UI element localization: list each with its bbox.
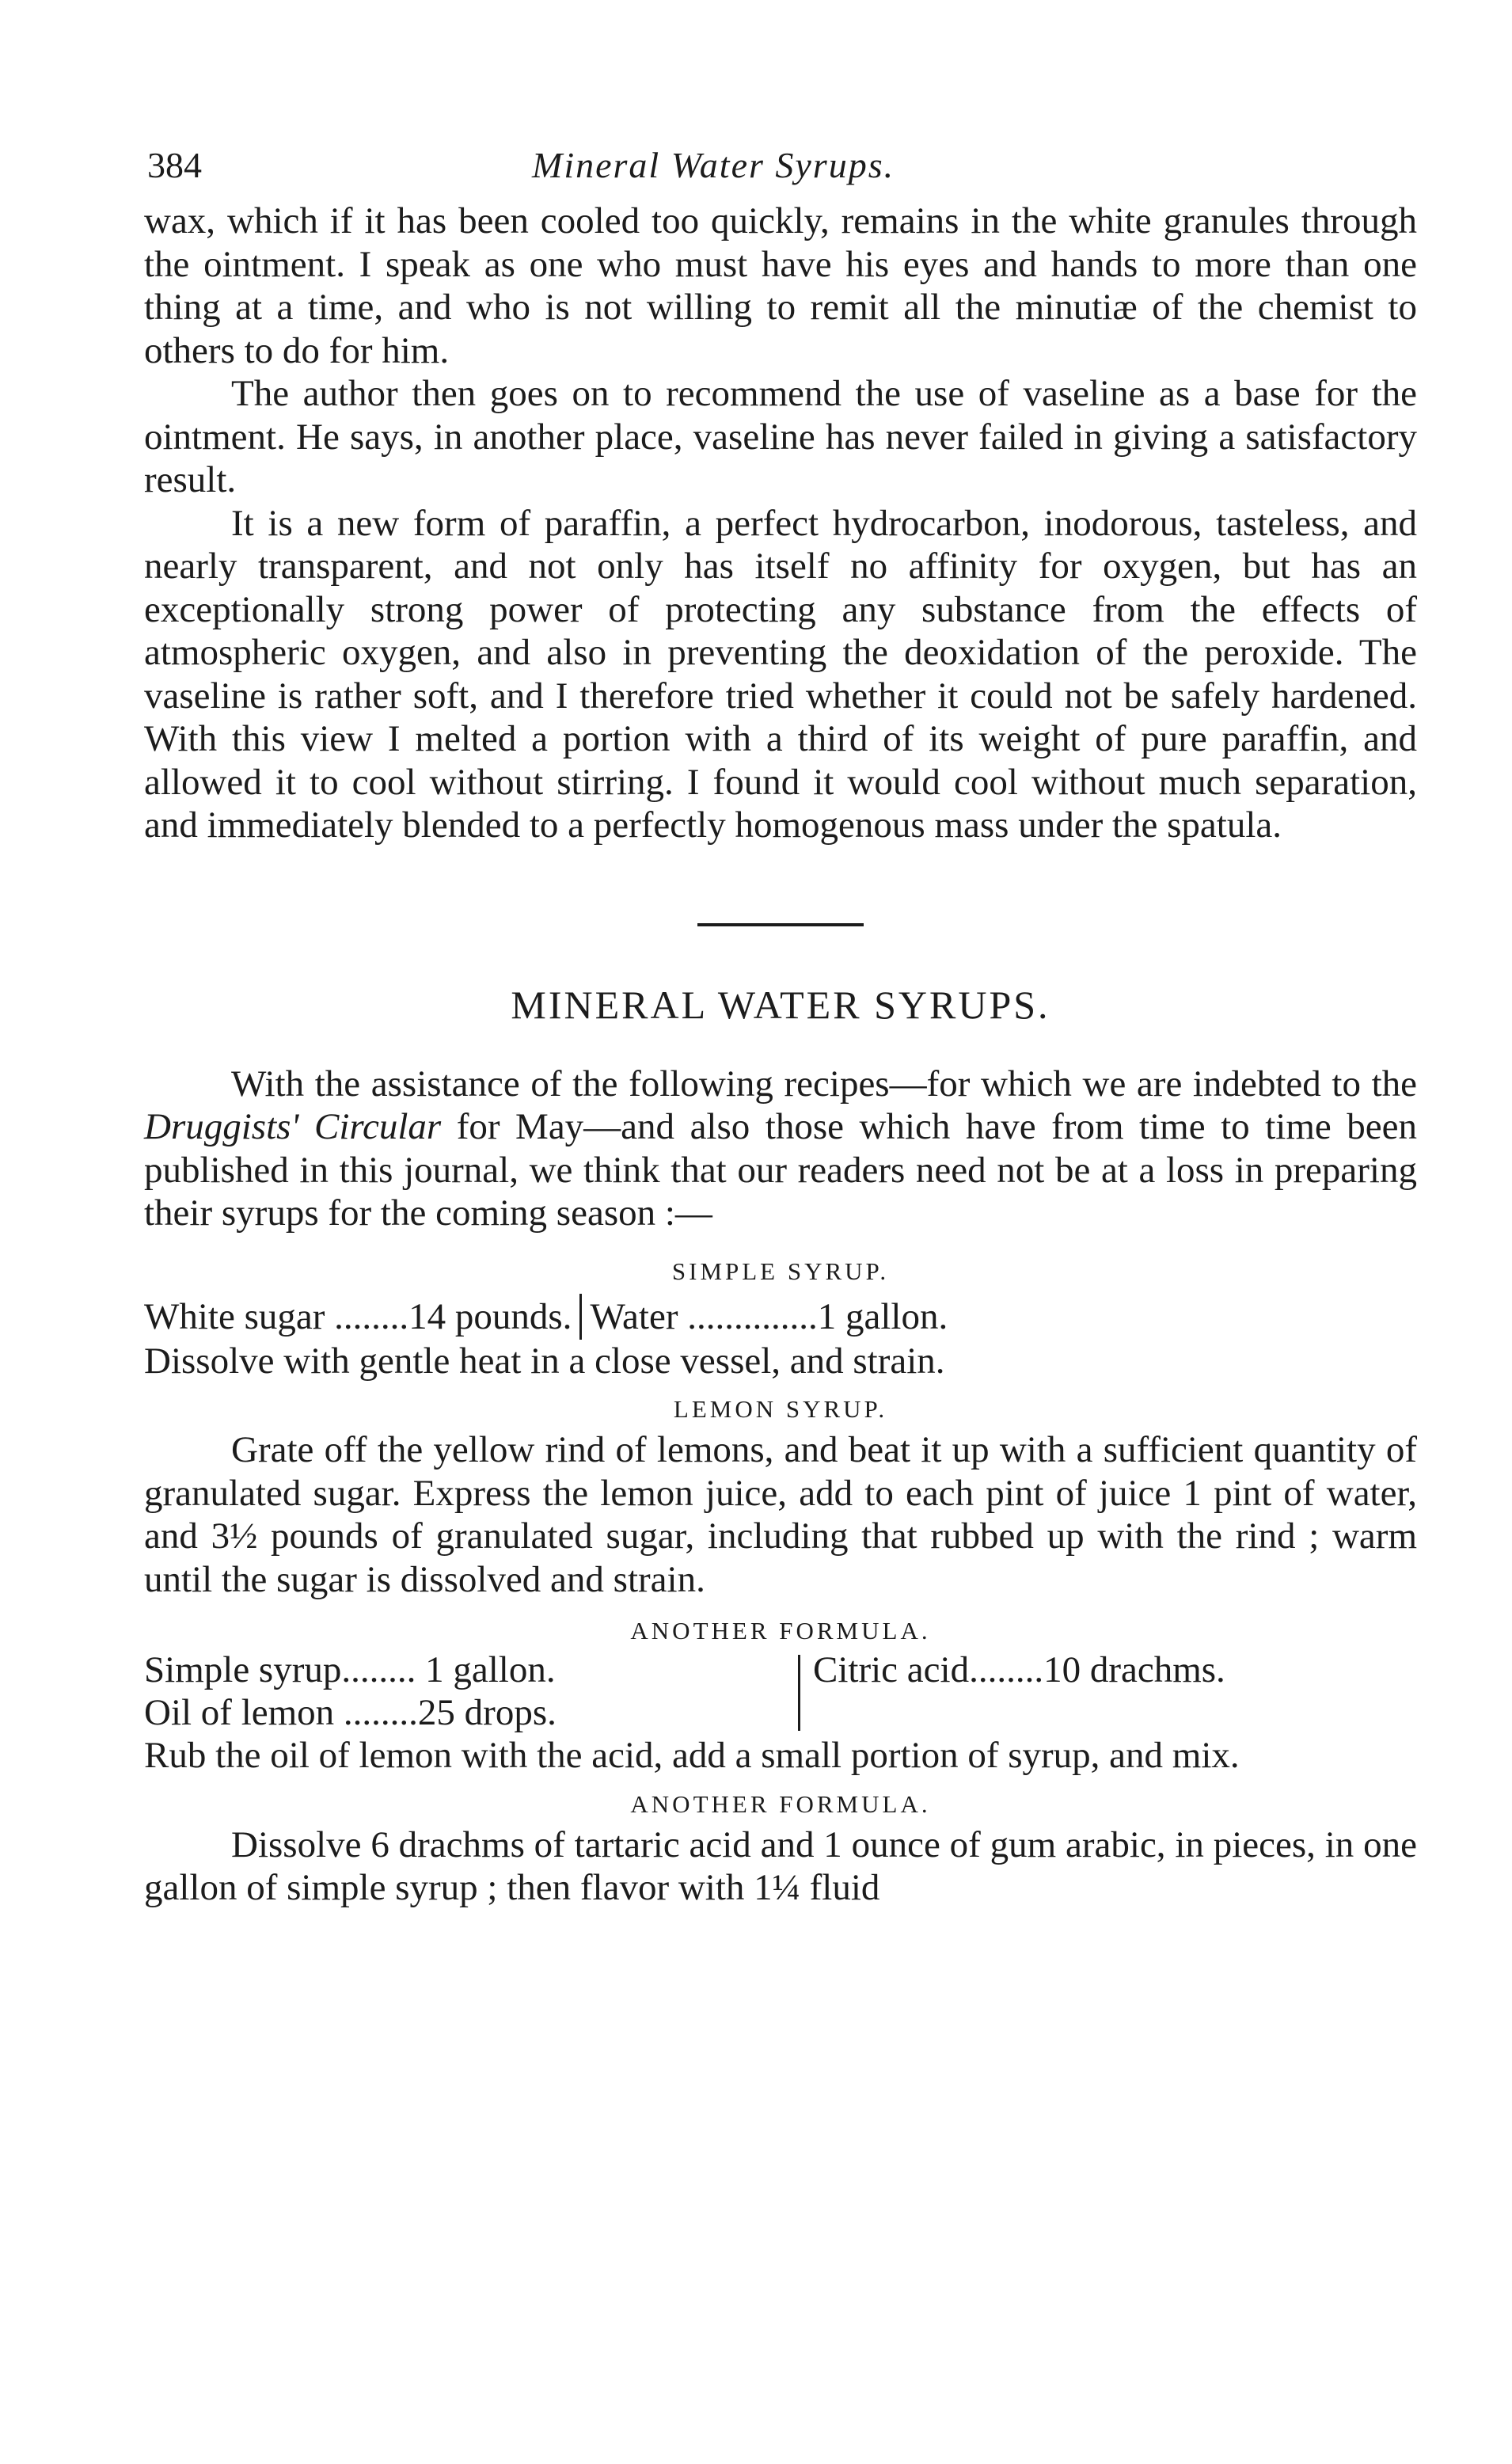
running-title: Mineral Water Syrups. (532, 145, 895, 185)
simple-syrup-directions: Dissolve with gentle heat in a close vessel, and strain. (144, 1340, 945, 1382)
another-formula-1-ingredients (144, 1648, 1417, 1734)
ingredient-column-right (813, 1648, 1417, 1734)
ingredient-divider (579, 1294, 582, 1340)
intro-text-after: for May—and also those which have from time to time been published in this journal, we think that our readers need not be at a loss in preparing their syrups for the coming season :— (144, 1106, 1417, 1234)
intro-text-before: With the assistance of the following recipes—for which we are indebted to the (231, 1063, 1417, 1105)
ingredient-simple-syrup: Simple syrup........ 1 gallon. (144, 1649, 556, 1690)
page-header (144, 128, 1417, 200)
ingredient-citric-acid: Citric acid........10 drachms. (813, 1649, 1225, 1690)
section-separator-rule (697, 923, 864, 926)
lemon-syrup-directions: Grate off the yellow rind of lemons, and beat it up with a sufficient quantity of granulated sugar. Express the lemon juice, add to each pint of juice 1 pint of water, and 3½ pounds of granulated sugar, including that rubbed up with the rind ; warm until the sugar is dissolved and strain. (144, 1429, 1417, 1600)
another-formula-2-directions: Dissolve 6 drachms of tartaric acid and 1 ounce of gum arabic, in pieces, in one gallon of simple syrup ; then flavor with 1¼ fluid (144, 1823, 1417, 1908)
heading-simple-syrup: SIMPLE SYRUP. (671, 1257, 890, 1285)
intro-paragraph (144, 1063, 1417, 1235)
heading-lemon-syrup: LEMON SYRUP. (673, 1395, 888, 1423)
article-body (144, 1063, 1417, 1910)
ingredient-water: Water ..............1 gallon. (590, 1295, 948, 1337)
continued-article (144, 200, 1417, 847)
page-number: 384 (147, 145, 202, 185)
ingredient-oil-of-lemon: Oil of lemon ........25 drops. (144, 1692, 557, 1733)
ingredient-divider (798, 1655, 800, 1731)
intro-source-title: Druggists' Circular (144, 1106, 442, 1147)
another-formula-1-directions: Rub the oil of lemon with the acid, add a small portion of syrup, and mix. (144, 1735, 1240, 1776)
heading-another-formula-2: ANOTHER FORMULA. (630, 1789, 931, 1818)
paragraph-paraffin: It is a new form of paraffin, a perfect hydrocarbon, inodorous, tasteless, and nearly transparent, and not only has itself no affinity for oxygen, but has an exceptionally strong power of protecting any substance from the effects of atmospheric oxygen, and also in preventing the deoxidation of the peroxide. The vaseline is rather soft, and I therefore tried whether it could not be safely hardened. With this view I melted a portion with a third of its weight of pure paraffin, and allowed it to cool without stirring. I found it would cool without much separation, and immediately blended to a perfectly homogenous mass under the spatula. (144, 502, 1417, 846)
heading-another-formula-1: ANOTHER FORMULA. (630, 1617, 931, 1645)
ingredient-column-left (144, 1648, 777, 1734)
paragraph-vaseline-base: The author then goes on to recommend the use of vaseline as a base for the ointment. He says, in another place, vaseline has never failed in giving a satisfactory result. (144, 373, 1417, 500)
ingredient-white-sugar: White sugar ........14 pounds. (144, 1295, 572, 1337)
article-title: MINERAL WATER SYRUPS. (511, 982, 1050, 1027)
simple-syrup-ingredients (144, 1294, 1417, 1340)
continued-paragraph: wax, which if it has been cooled too quickly, remains in the white granules through the ointment. I speak as one who must have his eyes and hands to more than one thing at a time, and who is not willing to remit all the minutiæ of the chemist to others to do for him. (144, 200, 1417, 371)
